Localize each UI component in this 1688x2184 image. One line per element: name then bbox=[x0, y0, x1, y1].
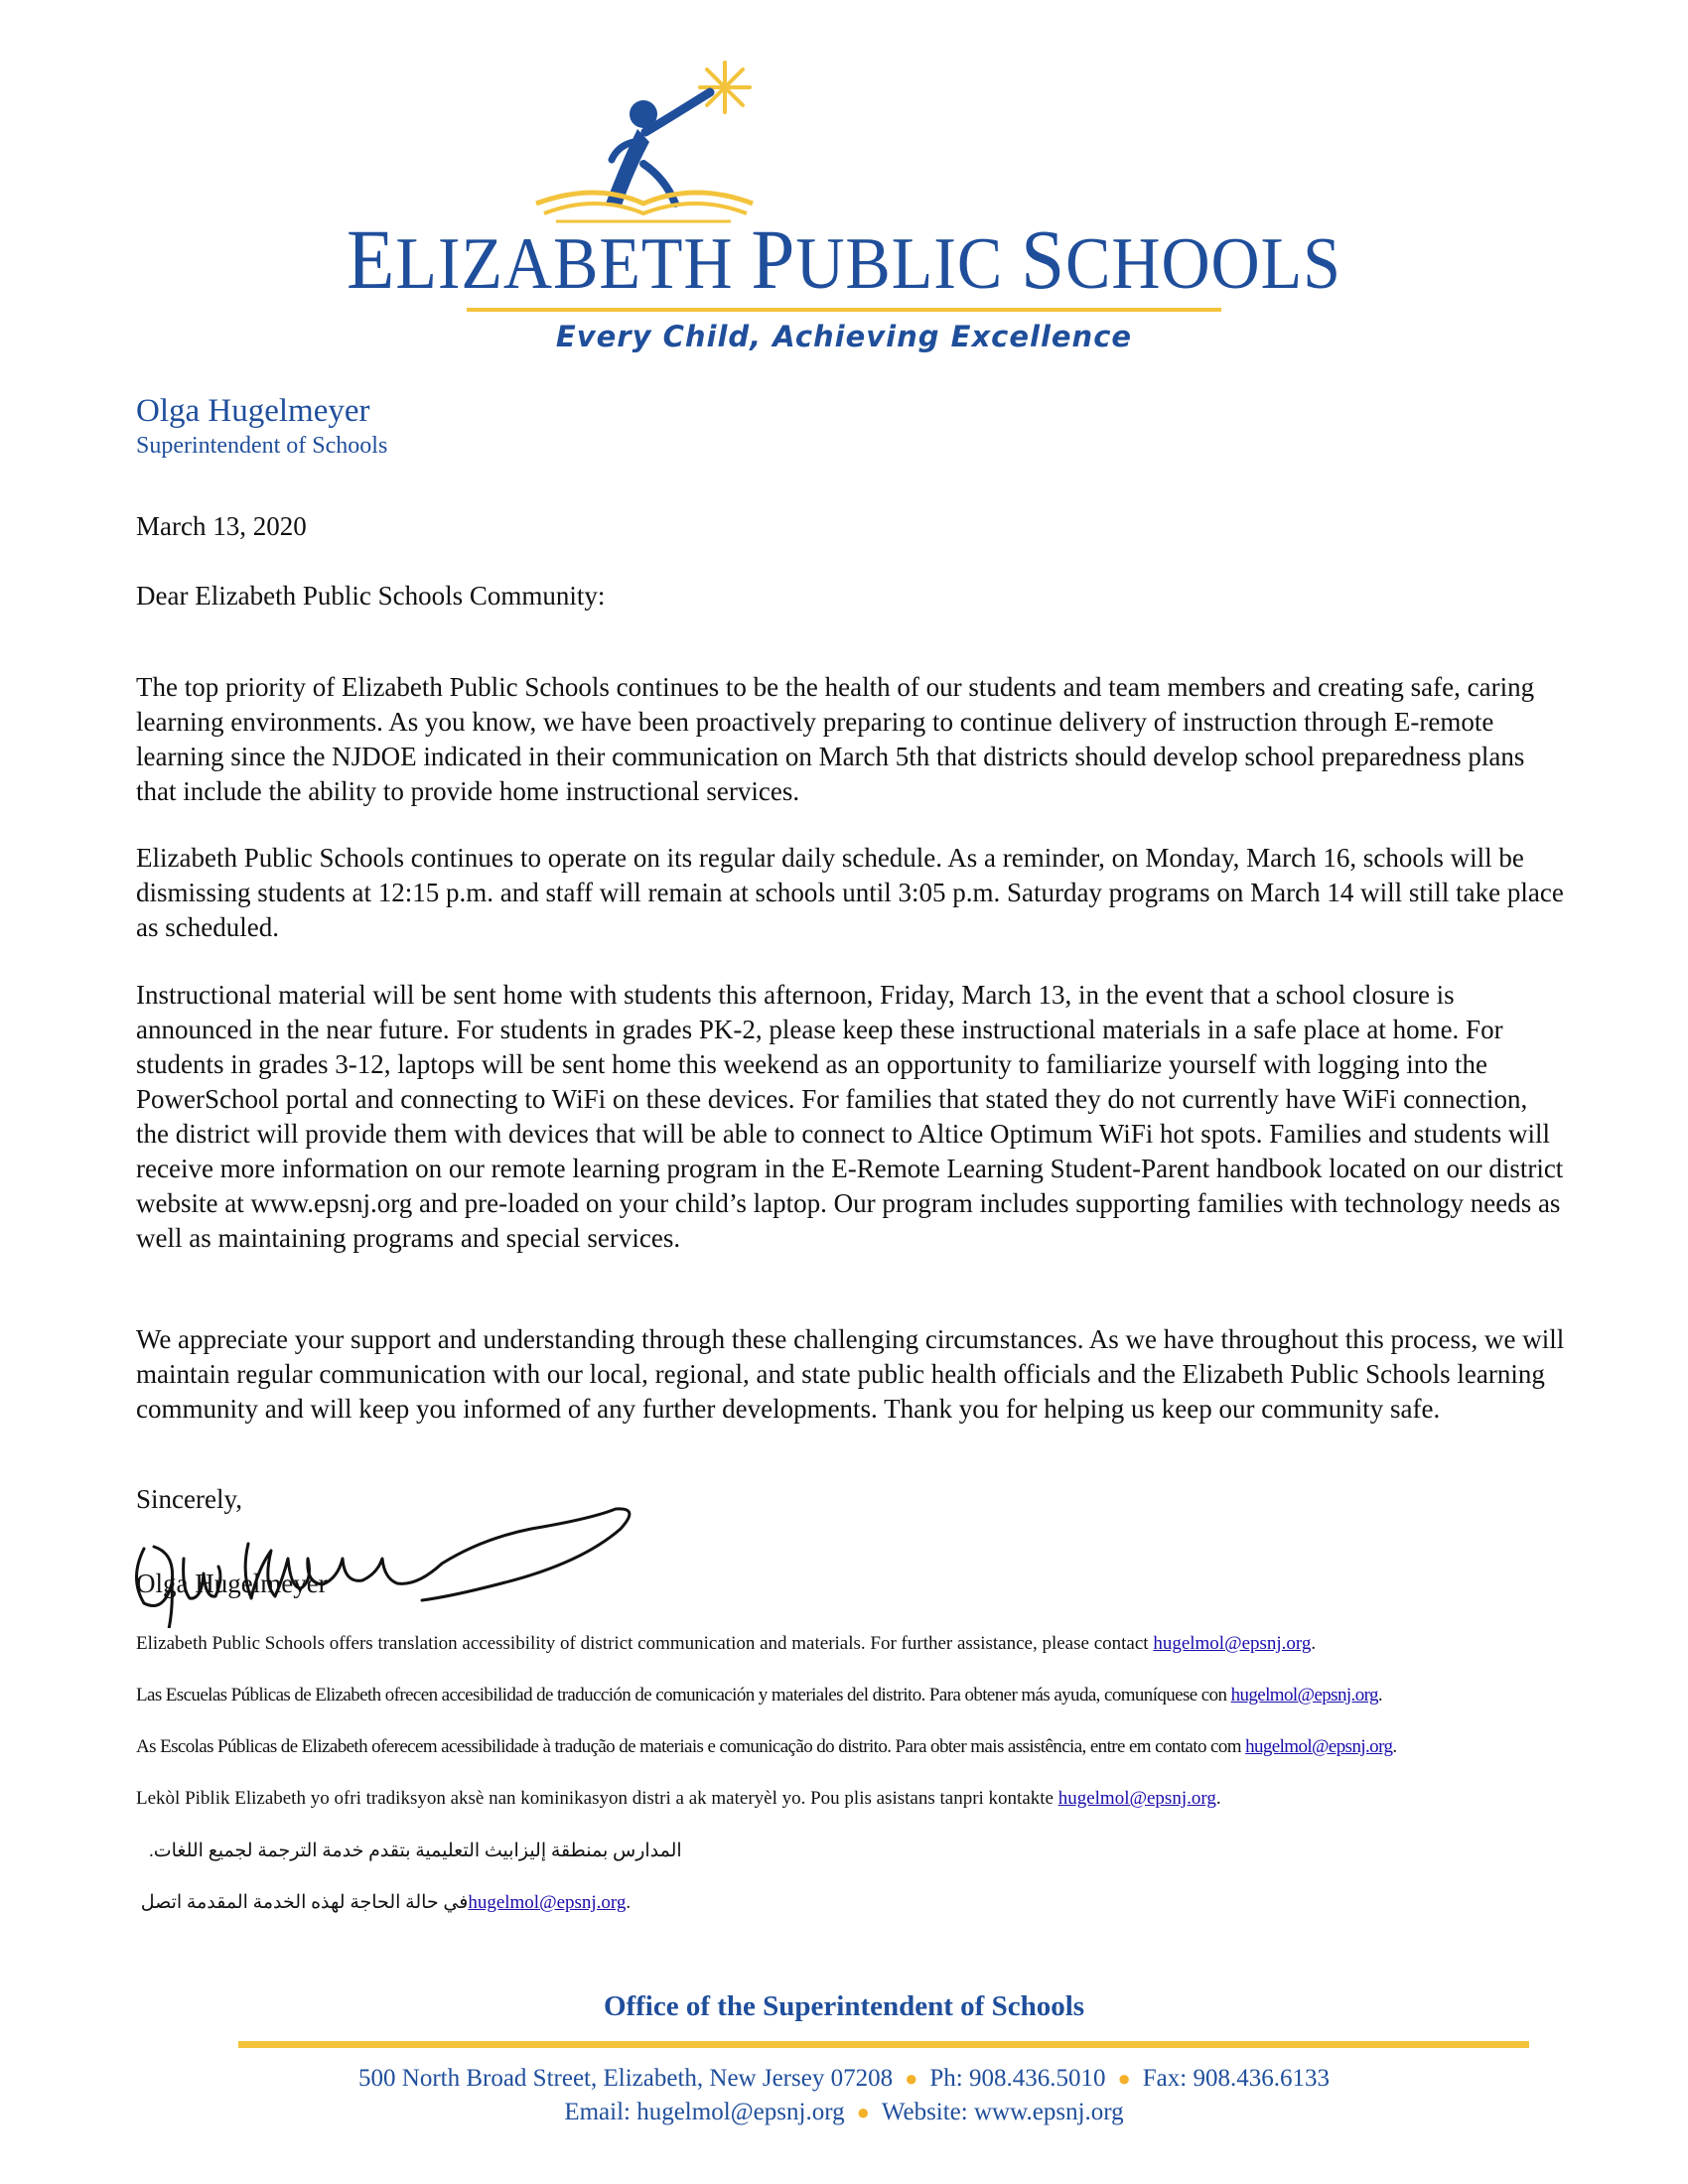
footer-address: 500 North Broad Street, Elizabeth, New Jersey 07208 bbox=[358, 2065, 894, 2092]
contact-email-link[interactable]: hugelmol@epsnj.org bbox=[1153, 1633, 1312, 1654]
salutation: Dear Elizabeth Public Schools Community: bbox=[136, 581, 606, 611]
footer-website[interactable]: Website: www.epsnj.org bbox=[881, 2099, 1124, 2125]
letter-date: March 13, 2020 bbox=[136, 511, 307, 541]
org-name: ELIZABETH PUBLIC SCHOOLS bbox=[347, 211, 1341, 307]
body-paragraph-2: Elizabeth Public Schools continues to operate on its regular daily schedule. As a reminder, on Monday, March 16, schools will be dismissing students at 12:15 p.m. and staff will remain at schools until 3:05 p.m. Saturday programs on March 14 will still take place as scheduled. bbox=[136, 843, 1564, 942]
school-logo-icon bbox=[526, 55, 755, 223]
letterhead bbox=[0, 40, 1688, 357]
translation-notice-spanish: Las Escuelas Públicas de Elizabeth ofrecen accesibilidad de traducción de comunicación y materiales del distrito. Para obtener más ayuda, comuníquese con hugelmol@epsnj.org. bbox=[136, 1685, 1383, 1706]
contact-email-link[interactable]: hugelmol@epsnj.org bbox=[468, 1892, 627, 1913]
closing: Sincerely, bbox=[136, 1484, 242, 1514]
footer-divider bbox=[238, 2041, 1529, 2048]
footer-office-title: Office of the Superintendent of Schools bbox=[603, 1990, 1085, 2022]
translation-notice-arabic-2: في حالة الحاجة لهذه الخدمة المقدمة اتصل hugelmol@epsnj.org. bbox=[136, 1892, 632, 1913]
body-paragraph-4: We appreciate your support and understanding through these challenging circumstances. As we have throughout this process, we will maintain regular communication with our local, regional, and state public health officials and the Elizabeth Public Schools learning community and will keep you informed of any further developments. Thank you for helping us keep our community safe. bbox=[136, 1324, 1565, 1424]
footer-fax: Fax: 908.436.6133 bbox=[1142, 2065, 1330, 2092]
body-paragraph-3: Instructional material will be sent home with students this afternoon, Friday, March 13, in the event that a school closure is announced in the near future. For students in grades PK-2, please keep these instructional materials in a safe place at home. For students in grades 3-12, laptops will be sent home this weekend as an opportunity to familiarize yourself with logging into the PowerSchool portal and connecting to WiFi on these devices. For families that stated they do not currently have WiFi connection, the district will provide them with devices that will be able to connect to Altice Optimum WiFi hot spots. Families and students will receive more information on our remote learning program in the E-Remote Learning Student-Parent handbook located on our district website at www.epsnj.org and pre-loaded on your child’s laptop. Our program includes supporting families with technology needs as well as maintaining programs and special services. bbox=[136, 980, 1564, 1253]
bullet-icon: ● bbox=[1117, 2066, 1131, 2091]
footer-phone: Ph: 908.436.5010 bbox=[929, 2065, 1106, 2092]
contact-email-link[interactable]: hugelmol@epsnj.org bbox=[1057, 1788, 1216, 1809]
footer-contact-line-2 bbox=[0, 2099, 1688, 2126]
contact-email-link[interactable]: hugelmol@epsnj.org bbox=[1245, 1736, 1393, 1757]
sender-block bbox=[136, 393, 387, 460]
footer-contact-line-1 bbox=[0, 2065, 1688, 2093]
body-paragraph-1: The top priority of Elizabeth Public Schools continues to be the health of our students and team members and creating safe, caring learning environments. As you know, we have been proactively preparing to continue delivery of instruction through E-remote learning since the NJDOE indicated in their communication on March 5th that districts should develop school preparedness plans that include the ability to provide home instructional services. bbox=[136, 672, 1535, 806]
bullet-icon: ● bbox=[905, 2066, 918, 2091]
sender-name: Olga Hugelmeyer bbox=[136, 393, 370, 429]
logo-divider bbox=[467, 308, 1221, 312]
translation-notice-arabic-1: المدارس بمنطقة إليزابيث التعليمية بتقدم خدمة الترجمة لجميع اللغات. bbox=[149, 1841, 682, 1861]
contact-email-link[interactable]: hugelmol@epsnj.org bbox=[1230, 1685, 1378, 1706]
translation-notice-portuguese: As Escolas Públicas de Elizabeth oferecem acessibilidade à tradução de materiais e comunicação do distrito. Para obter mais assistência, entre em contato com hugelmol@epsnj.org. bbox=[136, 1736, 1397, 1757]
bullet-icon: ● bbox=[856, 2100, 870, 2124]
translation-notice-haitian-creole: Lekòl Piblik Elizabeth yo ofri tradiksyon aksè nan kominikasyon distri a ak materyèl yo. Pou plis asistans tanpri kontakte hugelmol@epsnj.org. bbox=[136, 1788, 1221, 1809]
translation-notice-english: Elizabeth Public Schools offers translation accessibility of district communication and materials. For further assistance, please contact hugelmol@epsnj.org. bbox=[136, 1633, 1317, 1654]
signer-name: Olga Hugelmeyer bbox=[136, 1569, 328, 1598]
signature-image bbox=[124, 1489, 660, 1628]
sender-title: Superintendent of Schools bbox=[136, 433, 388, 460]
tagline: Every Child, Achieving Excellence bbox=[555, 320, 1133, 353]
footer-email[interactable]: Email: hugelmol@epsnj.org bbox=[564, 2099, 845, 2125]
